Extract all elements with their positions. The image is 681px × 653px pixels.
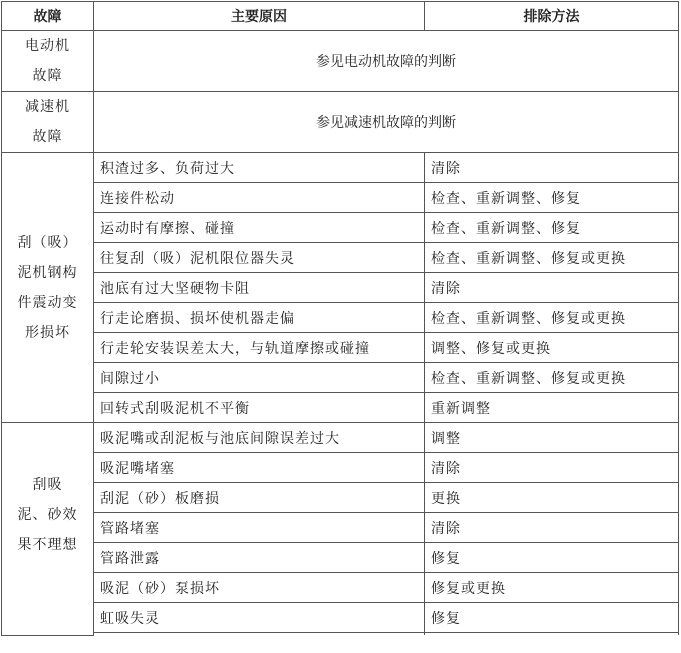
cause-cell: 吸泥嘴或刮泥板与池底间隙误差过大 [94,423,425,453]
table-row [2,183,679,213]
fix-cell: 重新调整 [425,393,679,423]
cause-cell: 虹吸失灵 [94,603,425,633]
fix-cell: 调整、修复或更换 [425,333,679,363]
cause-cell: 往复刮（吸）泥机限位器失灵 [94,243,425,273]
fix-cell: 修复或更换 [425,573,679,603]
fault-line: 刮（吸） [17,234,78,251]
cause-cell: 运动时有摩擦、碰撞 [94,213,425,243]
fix-cell [425,633,679,636]
fault-table [1,1,678,636]
cause-cell: 回转式刮吸泥机不平衡 [94,393,425,423]
fix-cell: 检查、重新调整、修复或更换 [425,363,679,393]
fault-line: 故障 [32,129,63,145]
header-fix: 排除方法 [425,2,679,31]
fix-cell: 更换 [425,483,679,513]
fix-cell: 清除 [425,153,679,183]
fault-cell-suction [2,423,94,636]
cause-cell: 吸泥嘴堵塞 [94,453,425,483]
header-fault: 故障 [2,2,94,31]
cause-cell: 吸泥（砂）泵损坏 [94,573,425,603]
fix-cell: 检查、重新调整、修复或更换 [425,243,679,273]
cause-cell: 管路泄露 [94,543,425,573]
fault-line: 故障 [32,68,63,84]
fix-cell: 调整 [425,423,679,453]
fault-line: 泥机钢构 [17,264,78,281]
table-row-tail [2,633,679,636]
fix-cell: 检查、重新调整、修复或更换 [425,303,679,333]
fix-cell: 清除 [425,273,679,303]
fix-cell: 清除 [425,453,679,483]
fix-cell: 修复 [425,543,679,573]
fault-cell-structure [2,153,94,423]
fault-cell-motor [2,31,94,92]
fix-cell: 检查、重新调整、修复 [425,213,679,243]
cause-cell: 行走轮安装误差太大，与轨道摩擦或碰撞 [94,333,425,363]
header-row [2,2,679,31]
cause-cell: 间隙过小 [94,363,425,393]
table-row [2,333,679,363]
table-row [2,573,679,603]
reducer-row [2,92,679,153]
fault-line: 刮吸 [32,477,63,493]
fault-line: 减速机 [25,99,70,115]
cause-cell: 积渣过多、负荷过大 [94,153,425,183]
table-row [2,273,679,303]
cause-cell: 刮泥（砂）板磨损 [94,483,425,513]
table-row [2,243,679,273]
cause-cell [94,633,425,636]
fault-line: 件震动变 [17,294,78,311]
fix-cell: 清除 [425,513,679,543]
table-row [2,603,679,633]
motor-reference: 参见电动机故障的判断 [94,31,679,92]
reducer-reference: 参见减速机故障的判断 [94,92,679,153]
cause-cell: 池底有过大坚硬物卡阻 [94,273,425,303]
fix-cell: 检查、重新调整、修复 [425,183,679,213]
table-row [2,453,679,483]
fault-line: 形损坏 [25,324,70,341]
table-row [2,303,679,333]
cause-cell: 管路堵塞 [94,513,425,543]
cause-cell: 行走论磨损、损坏使机器走偏 [94,303,425,333]
fault-cell-reducer [2,92,94,153]
table-row [2,483,679,513]
table-row [2,213,679,243]
motor-row [2,31,679,92]
header-cause: 主要原因 [94,2,425,31]
fault-line: 电动机 [25,38,70,54]
cause-cell: 连接件松动 [94,183,425,213]
fault-line: 果不理想 [17,537,78,553]
table-row [2,423,679,453]
table-row [2,153,679,183]
table-row [2,513,679,543]
table-row [2,393,679,423]
table-row [2,543,679,573]
fix-cell: 修复 [425,603,679,633]
table-row [2,363,679,393]
fault-line: 泥、砂效 [17,507,78,523]
